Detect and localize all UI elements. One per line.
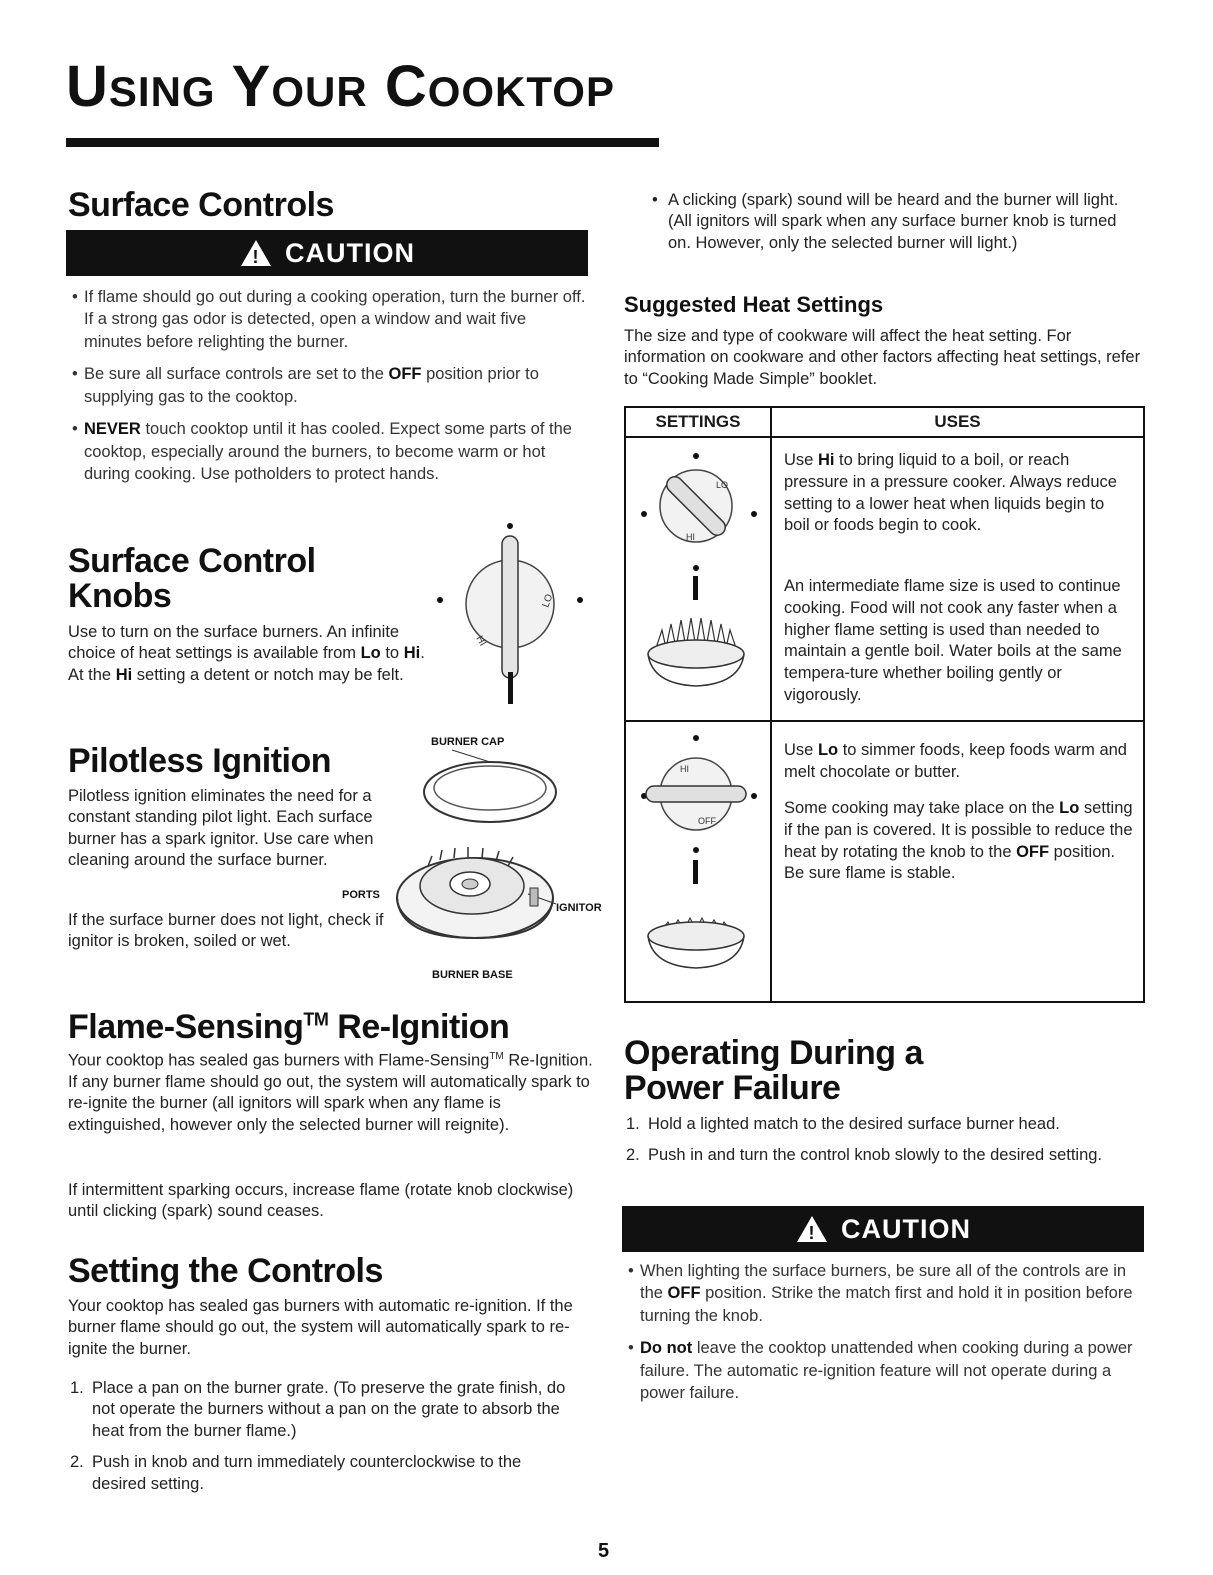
caution-item: • Be sure all surface controls are set to the OFF position prior to supplying gas to the cooktop. <box>66 363 588 408</box>
caution-list <box>622 1260 1144 1415</box>
warning-triangle-icon <box>795 1214 829 1244</box>
hi-knob-lo-label: LO <box>716 480 729 490</box>
lo-use-text-2: Some cooking may take place on the Lo setting if the pan is covered. It is possible to reduce the heat by rotating the knob to the OFF position. Be sure flame is stable. <box>784 799 1133 883</box>
heat-settings-paragraph: The size and type of cookware will affect the heat setting. For information on cookware and other factors affecting heat settings, refer to “Cooking Made Simple” booklet. <box>624 327 1141 388</box>
svg-text:!: ! <box>808 1223 816 1243</box>
setting-controls-heading: Setting the Controls <box>68 1252 383 1290</box>
svg-text:LO: LO <box>540 592 556 610</box>
knobs-paragraph: Use to turn on the surface burners. An infinite choice of heat settings is available from Lo to Hi. At the Hi setting a detent or notch may be felt. <box>68 623 425 684</box>
step-item: 2. Push in and turn the control knob slowly to the desired setting. <box>626 1146 1103 1165</box>
lo-use-text-1: Use Lo to simmer foods, keep foods warm and melt chocolate or butter. <box>784 741 1127 781</box>
title-word-cooktop: COOKTOP <box>384 54 615 119</box>
title-word-using: USING <box>66 54 216 119</box>
hi-use-text-2: An intermediate flame size is used to continue cooking. Food will not cook any faster when a higher flame setting is used than needed to maintain a gentle boil. Water boils at the same tempera-ture whether boiling gently or vigorously. <box>784 577 1122 704</box>
burner-base-label: BURNER BASE <box>432 969 513 981</box>
control-knob-illustration <box>430 520 600 720</box>
pilotless-heading: Pilotless Ignition <box>68 742 332 780</box>
step-item: 1. Place a pan on the burner grate. (To preserve the grate finish, do not operate the burners without a pan on the grate to absorb the heat from the burner flame.) <box>70 1379 566 1440</box>
flame-sensing-paragraph: Your cooktop has sealed gas burners with Flame-Sensing™ Re-Ignition. If any burner flame should go out, the system will automatically spark to re-ignite the burner (all ignitors will spark when any flame is extinguished, however only the selected burner will reignite). <box>68 1051 593 1134</box>
caution-banner <box>66 230 588 276</box>
small-flame-icon <box>648 918 744 968</box>
col-uses-header: USES <box>934 412 981 431</box>
step-item: 1. Hold a lighted match to the desired surface burner head. <box>626 1115 1060 1133</box>
lo-setting-knob-icon <box>636 730 760 970</box>
large-flame-icon <box>648 618 744 686</box>
flame-sensing-heading: Flame-Sensing™ Re-Ignition <box>68 1008 510 1046</box>
caution-item: • When lighting the surface burners, be sure all of the controls are in the OFF position. Strike the match first and hold it in position before turning the knob. <box>622 1260 1144 1327</box>
hi-use-text-1: Use Hi to bring liquid to a boil, or reach pressure in a pressure cooker. Always reduce setting to a lower heat when liquids begin to boil or foods begin to cook. <box>784 451 1117 535</box>
pilotless-paragraph: Pilotless ignition eliminates the need for a constant standing pilot light. Each surface burner has a spark ignitor. Use care when cleaning around the surface burner. <box>68 787 374 870</box>
hi-knob-hi-label: HI <box>686 532 695 542</box>
surface-controls-heading: Surface Controls <box>68 186 334 224</box>
pilotless-paragraph-2: If the surface burner does not light, check if ignitor is broken, soiled or wet. <box>68 911 384 951</box>
bullet-dot-icon: • <box>652 191 658 209</box>
burner-cap-label: BURNER CAP <box>431 736 505 748</box>
page-title <box>66 54 615 119</box>
setting-controls-paragraph: Your cooktop has sealed gas burners with automatic re-ignition. If the burner flame should go out, the system will automatically spark to re-ignite the burner. <box>68 1297 573 1358</box>
spark-bullet: • A clicking (spark) sound will be heard and the burner will light. (All ignitors will spark when any surface burner knob is turned on. However, only the selected burner will light.) <box>652 191 1119 252</box>
caution-banner <box>622 1206 1144 1252</box>
caution-item: • Do not leave the cooktop unattended when cooking during a power failure. The automatic re-ignition feature will not operate during a power failure. <box>622 1337 1144 1404</box>
lo-knob-hi-label: HI <box>680 764 689 774</box>
table-header <box>626 408 1143 438</box>
svg-text:!: ! <box>252 247 260 267</box>
caution-item: • NEVER touch cooktop until it has cooled. Expect some parts of the cooktop, especially around the burners, to become warm or hot during cooking. Use potholders to protect hands. <box>66 418 588 485</box>
title-rule <box>66 138 659 147</box>
table-divider <box>626 720 1143 722</box>
heat-settings-heading: Suggested Heat Settings <box>624 292 884 317</box>
flame-sensing-paragraph-2: If intermittent sparking occurs, increase flame (rotate knob clockwise) until clicking (spark) sound ceases. <box>68 1181 574 1221</box>
lo-knob-off-label: OFF <box>698 816 716 826</box>
power-failure-heading: Operating During a Power Failure <box>624 1034 923 1107</box>
caution-list <box>66 286 588 496</box>
col-settings-header: SETTINGS <box>626 408 772 436</box>
burner-assembly-illustration <box>380 748 560 968</box>
warning-triangle-icon <box>239 238 273 268</box>
caution-label: CAUTION <box>841 1213 971 1244</box>
setting-controls-steps <box>66 1378 566 1505</box>
step-item: 2. Push in knob and turn immediately counterclockwise to the desired setting. <box>70 1453 522 1493</box>
page-number: 5 <box>598 1540 610 1562</box>
caution-item: • If flame should go out during a cooking operation, turn the burner off. If a strong gas odor is detected, open a window and wait five minutes before relighting the burner. <box>66 286 588 353</box>
knobs-heading: Surface Control Knobs <box>68 542 316 615</box>
ports-label: PORTS <box>342 889 380 901</box>
title-word-your: YOUR <box>231 54 368 119</box>
hi-setting-knob-icon <box>636 448 760 710</box>
svg-text:HI: HI <box>473 634 488 649</box>
power-failure-steps <box>622 1114 1142 1177</box>
heat-settings-table <box>624 406 1145 1003</box>
ignitor-label: IGNITOR <box>556 902 602 914</box>
caution-label: CAUTION <box>285 237 415 268</box>
